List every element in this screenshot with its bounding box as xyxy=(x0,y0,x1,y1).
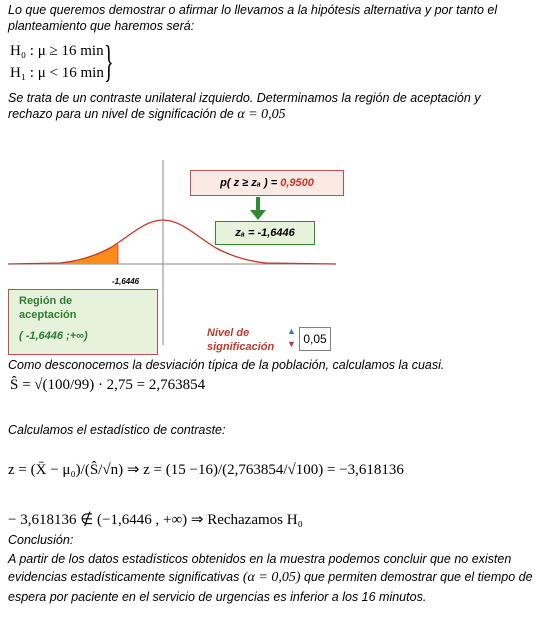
acceptance-region-box xyxy=(8,289,158,355)
region-title-1: Región de xyxy=(19,295,73,307)
alpha-value: α = 0,05 xyxy=(237,107,286,122)
deviation-paragraph: Como desconocemos la desviación típica de la población, calculamos la cuasi. xyxy=(8,358,445,372)
conclusion-text-2: que permiten demostrar que el tiempo de espera por paciente en el servicio de urgencias es inferior a los 16 minutos. xyxy=(8,570,533,604)
statistic-paragraph: Calculamos el estadístico de contraste: xyxy=(8,423,226,437)
region-range: ( -1,6446 ;+∞) xyxy=(19,330,88,342)
significance-label: Nivel de significación xyxy=(207,327,275,353)
conclusion-title: Conclusión: xyxy=(8,533,74,547)
z-critical-box: zₐ = -1,6446 xyxy=(215,221,315,245)
significance-input[interactable]: 0,05 xyxy=(299,327,331,351)
significance-spinner[interactable] xyxy=(285,325,298,351)
z-formula: z = (X̄ − μ₀)/(Ŝ/√n) ⇒ z = (15 −16)/(2,763854/√100) = −3,618136 xyxy=(8,462,404,478)
null-hypothesis: H₀ : μ ≥ 16 min xyxy=(10,43,104,59)
reject-formula: − 3,618136 ∉ (−1,6446 , +∞) ⇒ Rechazamos H₀ xyxy=(8,512,303,528)
conclusion-alpha: (α = 0,05) xyxy=(242,570,301,585)
conclusion-text-1: A partir de los datos estadísticos obtenidos en la muestra podemos concluir que no existen evidencias estadísticamente significativas xyxy=(8,551,512,584)
contrast-text: Se trata de un contraste unilateral izquierdo. Determinamos la región de aceptación y rechazo para un nivel de significación de xyxy=(8,91,481,121)
alternative-hypothesis: H₁ : μ < 16 min xyxy=(10,65,104,81)
z-tick-label: -1,6446 xyxy=(112,277,140,286)
down-arrow-icon xyxy=(250,210,266,220)
shat-formula: Ŝ = √(100/99) · 2,75 = 2,763854 xyxy=(10,377,206,393)
intro-paragraph: Lo que queremos demostrar o afirmar lo llevamos a la hipótesis alternativa y por tanto el planteamiento que haremos será: xyxy=(8,3,498,33)
region-title-2: aceptación xyxy=(19,309,77,321)
spin-down-icon[interactable]: ▼ xyxy=(287,339,296,349)
contrast-paragraph xyxy=(8,90,528,123)
probability-box: p( z ≥ zₐ ) = 0,9500 xyxy=(190,170,344,196)
probability-value: 0,9500 xyxy=(280,177,314,189)
rejection-tail xyxy=(8,244,118,264)
hypotheses-brace: } xyxy=(104,37,114,86)
conclusion-section xyxy=(8,531,533,606)
spin-up-icon[interactable]: ▲ xyxy=(287,326,296,336)
hypotheses xyxy=(10,40,104,84)
